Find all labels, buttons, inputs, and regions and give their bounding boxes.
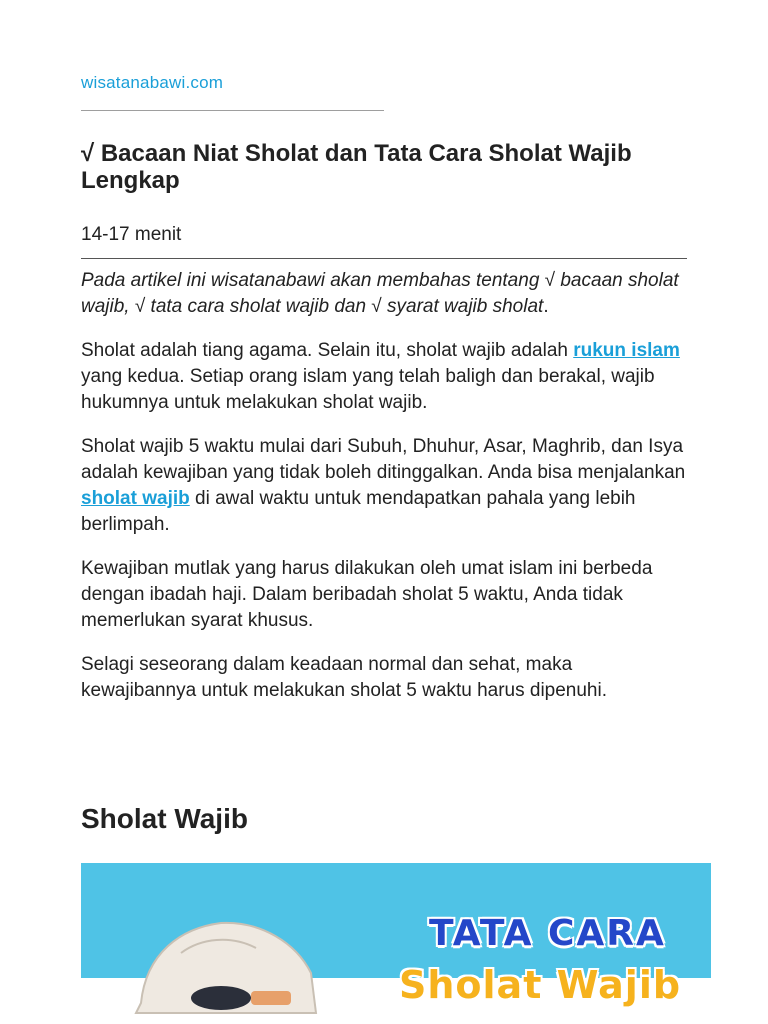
paragraph-4: Selagi seseorang dalam keadaan normal dan sehat, maka kewajibannya untuk melakukan sholat 5 waktu harus dipenuhi. bbox=[81, 654, 607, 701]
header-divider bbox=[81, 110, 384, 111]
banner-title: TATA CARA bbox=[429, 913, 666, 954]
p1-after: yang kedua. Setiap orang islam yang telah baligh dan berakal, wajib hukumnya untuk melakukan sholat wajib. bbox=[81, 366, 655, 413]
paragraph-2 bbox=[81, 434, 687, 538]
p1-before: Sholat adalah tiang agama. Selain itu, sholat wajib adalah bbox=[81, 340, 574, 361]
meta-divider bbox=[81, 258, 687, 259]
article-banner-image bbox=[81, 863, 711, 1007]
lead-text: Pada artikel ini wisatanabawi akan membahas tentang √ bacaan sholat wajib, √ tata cara sholat wajib dan √ syarat wajib sholat bbox=[81, 270, 679, 317]
banner-subtitle: Sholat Wajib bbox=[399, 963, 682, 1007]
p2-after: di awal waktu untuk mendapatkan pahala yang lebih berlimpah. bbox=[81, 488, 636, 535]
praying-figure-illustration bbox=[121, 893, 321, 1013]
article-body bbox=[81, 268, 687, 722]
lead-paragraph bbox=[81, 268, 687, 320]
site-link[interactable]: wisatanabawi.com bbox=[81, 73, 224, 92]
sholat-wajib-link[interactable]: sholat wajib bbox=[81, 488, 190, 509]
p2-before: Sholat wajib 5 waktu mulai dari Subuh, Dhuhur, Asar, Maghrib, dan Isya adalah kewajiban yang tidak boleh ditinggalkan. Anda bisa menjalankan bbox=[81, 436, 686, 483]
article-title: √ Bacaan Niat Sholat dan Tata Cara Sholat Wajib Lengkap bbox=[81, 140, 632, 194]
lead-end: . bbox=[543, 296, 549, 317]
paragraph-3: Kewajiban mutlak yang harus dilakukan oleh umat islam ini berbeda dengan ibadah haji. Dalam beribadah sholat 5 waktu, Anda tidak memerlukan syarat khusus. bbox=[81, 558, 653, 631]
paragraph-1 bbox=[81, 338, 687, 416]
rukun-islam-link[interactable]: rukun islam bbox=[573, 340, 680, 361]
read-time: 14-17 menit bbox=[81, 224, 182, 245]
section-heading: Sholat Wajib bbox=[81, 803, 248, 834]
